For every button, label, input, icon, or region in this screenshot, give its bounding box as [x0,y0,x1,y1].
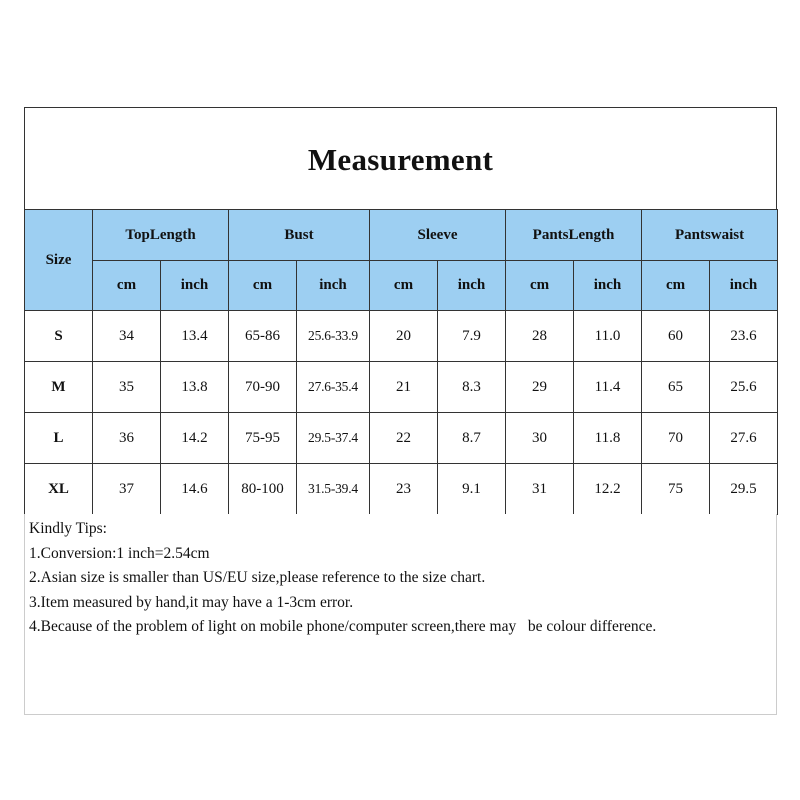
table-cell: 11.8 [574,413,642,464]
tip-item: 4.Because of the problem of light on mobile phone/computer screen,there may be colour difference. [29,618,657,635]
table-cell: 9.1 [438,464,506,515]
table-cell: 27.6 [710,413,778,464]
table-cell: 80-100 [229,464,297,515]
group-header-pantslength: PantsLength [506,210,642,261]
unit-header-inch: inch [297,261,370,311]
table-cell: 28 [506,311,574,362]
size-label: M [25,362,93,413]
table-cell: 70 [642,413,710,464]
table-cell: 25.6 [710,362,778,413]
table-cell: 22 [370,413,438,464]
size-label: XL [25,464,93,515]
unit-header-cm: cm [229,261,297,311]
table-cell: 29 [506,362,574,413]
size-label: L [25,413,93,464]
table-cell: 11.0 [574,311,642,362]
table-cell: 8.7 [438,413,506,464]
size-header: Size [25,210,93,311]
title-box [24,107,777,210]
group-header-toplength: TopLength [93,210,229,261]
chart-title: Measurement [307,142,494,177]
table-row [25,464,778,515]
tip-item: 2.Asian size is smaller than US/EU size,please reference to the size chart. [29,569,486,586]
table-cell: 8.3 [438,362,506,413]
size-table [24,209,778,515]
unit-header-inch: inch [710,261,778,311]
table-cell: 29.5-37.4 [297,413,370,464]
table-cell: 65-86 [229,311,297,362]
table-cell: 70-90 [229,362,297,413]
table-cell: 65 [642,362,710,413]
table-cell: 14.2 [161,413,229,464]
unit-header-cm: cm [370,261,438,311]
table-cell: 23 [370,464,438,515]
unit-header-row [25,261,778,311]
size-label: S [25,311,93,362]
group-header-sleeve: Sleeve [370,210,506,261]
table-cell: 23.6 [710,311,778,362]
unit-header-inch: inch [161,261,229,311]
table-cell: 13.4 [161,311,229,362]
unit-header-inch: inch [574,261,642,311]
table-cell: 36 [93,413,161,464]
group-header-bust: Bust [229,210,370,261]
table-cell: 25.6-33.9 [297,311,370,362]
table-row [25,413,778,464]
table-row [25,311,778,362]
table-cell: 13.8 [161,362,229,413]
table-cell: 29.5 [710,464,778,515]
table-cell: 37 [93,464,161,515]
unit-header-inch: inch [438,261,506,311]
tip-item: 3.Item measured by hand,it may have a 1-3cm error. [29,594,354,611]
table-cell: 35 [93,362,161,413]
table-cell: 11.4 [574,362,642,413]
tips-heading: Kindly Tips: [29,520,107,537]
unit-header-cm: cm [642,261,710,311]
table-cell: 27.6-35.4 [297,362,370,413]
tip-item: 1.Conversion:1 inch=2.54cm [29,545,210,562]
unit-header-cm: cm [93,261,161,311]
table-cell: 12.2 [574,464,642,515]
size-chart [24,107,777,716]
table-cell: 75 [642,464,710,515]
table-row [25,362,778,413]
unit-header-cm: cm [506,261,574,311]
table-cell: 31.5-39.4 [297,464,370,515]
table-cell: 31 [506,464,574,515]
group-header-pantswaist: Pantswaist [642,210,778,261]
table-cell: 7.9 [438,311,506,362]
table-cell: 20 [370,311,438,362]
table-cell: 30 [506,413,574,464]
table-cell: 75-95 [229,413,297,464]
kindly-tips [24,514,777,715]
table-cell: 21 [370,362,438,413]
table-cell: 34 [93,311,161,362]
group-header-row [25,210,778,261]
table-cell: 14.6 [161,464,229,515]
table-cell: 60 [642,311,710,362]
